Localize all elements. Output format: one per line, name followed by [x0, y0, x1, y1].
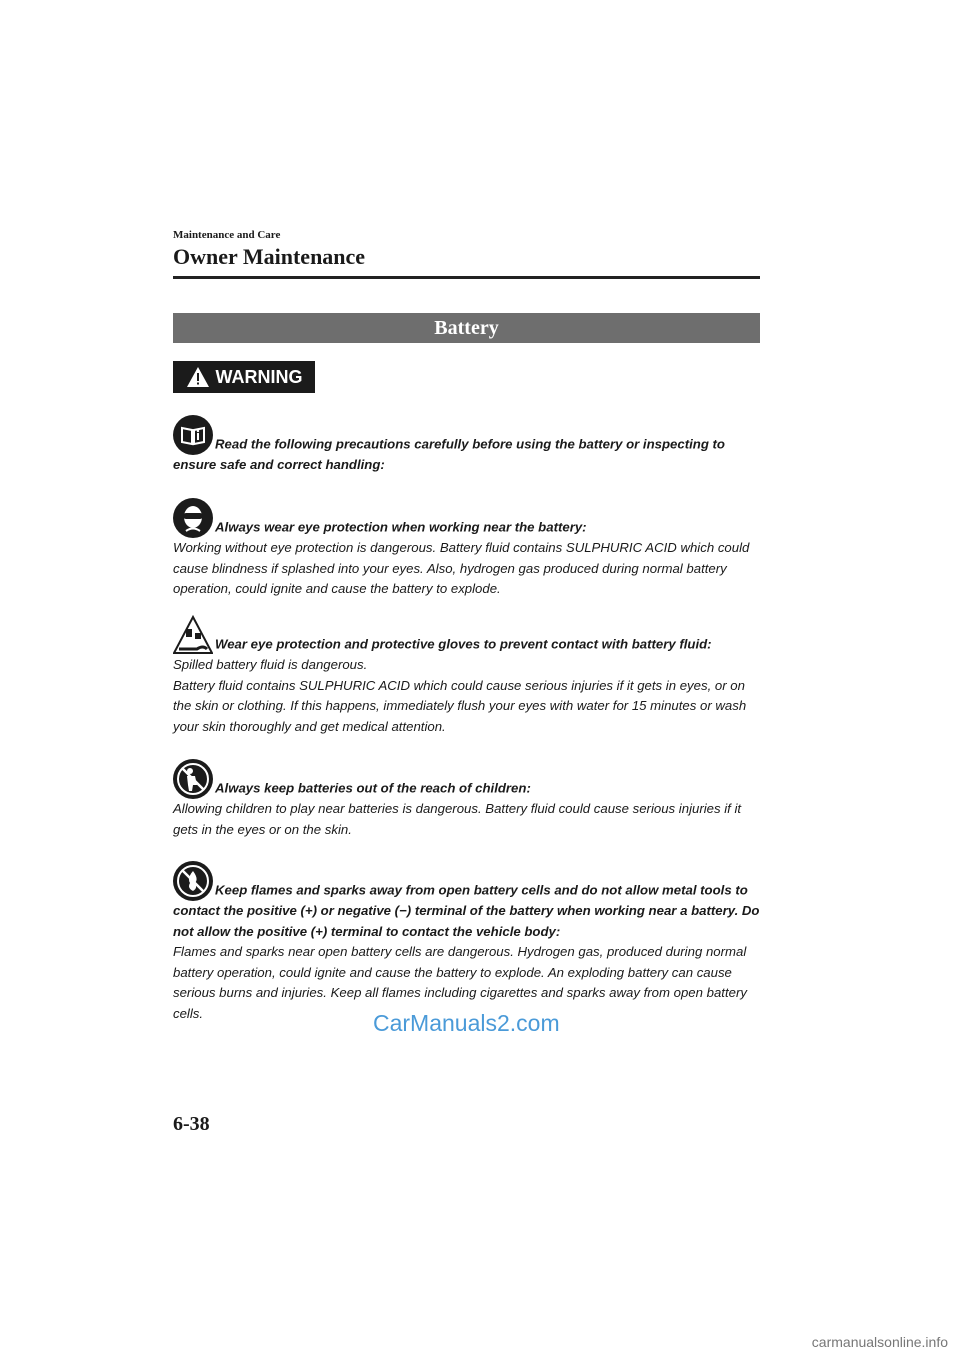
precaution-block — [173, 498, 763, 600]
chapter-title: Maintenance and Care — [173, 229, 281, 241]
keep-away-children-icon — [173, 759, 213, 799]
topic-heading: Battery — [173, 313, 760, 343]
warning-triangle-icon — [186, 366, 210, 388]
page-number: 6-38 — [173, 1113, 210, 1135]
block-body: Working without eye protection is dangerous. Battery fluid contains SULPHURIC ACID which could cause blindness if splashed into your eyes. Also, hydrogen gas produced during normal battery operation, could ignite and cause the battery to explode. — [173, 540, 750, 596]
footer-link[interactable]: carmanualsonline.info — [811, 1334, 948, 1350]
corrosive-icon — [173, 615, 213, 655]
no-flame-icon — [173, 861, 213, 901]
block-lead: Keep flames and sparks away from open battery cells and do not allow metal tools to contact the positive (+) or negative (−) terminal of the battery when working near a battery. Do not allow the positive (+) terminal to contact the vehicle body: — [173, 882, 760, 939]
block-body: Spilled battery fluid is dangerous. Battery fluid contains SULPHURIC ACID which could cause serious injuries if it gets in eyes, or on the skin or clothing. If this happens, immediately flush your eyes with water for 15 minutes or wash your skin thoroughly and get medical attention. — [173, 657, 747, 734]
block-body: Allowing children to play near batteries is dangerous. Battery fluid could cause serious injuries if it gets in the eyes or on the skin. — [173, 801, 742, 837]
precaution-block — [173, 415, 763, 476]
eye-protection-icon — [173, 498, 213, 538]
block-lead: Always keep batteries out of the reach of children: — [215, 780, 531, 796]
block-lead: Always wear eye protection when working near the battery: — [215, 519, 587, 535]
block-lead: Wear eye protection and protective gloves to prevent contact with battery fluid: — [215, 636, 712, 652]
warning-text: WARNING — [215, 366, 303, 387]
block-body: Flames and sparks near open battery cells are dangerous. Hydrogen gas, produced during normal battery operation, could ignite and cause the battery to explode. An exploding battery can cause serious burns and injuries. Keep all flames including cigarettes and sparks away from open battery cells. — [173, 944, 747, 1021]
manual-icon — [173, 415, 213, 455]
precaution-block — [173, 759, 763, 840]
precaution-block — [173, 615, 763, 737]
watermark: CarManuals2.com — [373, 1010, 560, 1036]
block-lead: Read the following precautions carefully before using the battery or inspecting to ensure safe and correct handling: — [173, 436, 725, 472]
warning-label — [173, 361, 315, 393]
section-title: Owner Maintenance — [173, 244, 366, 269]
header-rule — [173, 276, 760, 279]
precaution-block — [173, 861, 763, 1024]
